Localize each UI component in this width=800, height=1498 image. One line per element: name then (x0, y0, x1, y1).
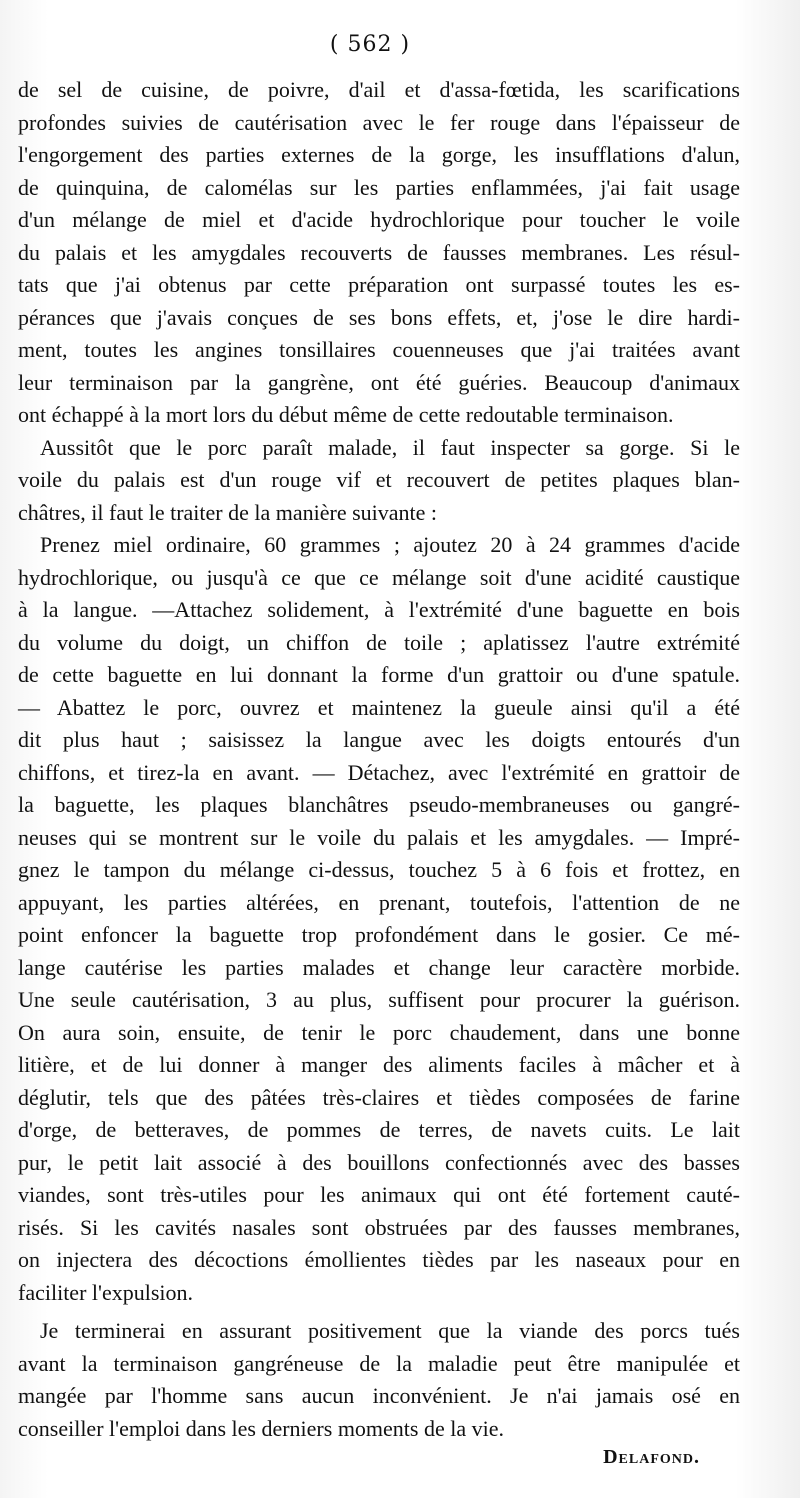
text-line: point enfoncer la baguette trop profondément dans le gosier. Ce mé- (18, 922, 740, 947)
text-line: de sel de cuisine, de poivre, d'ail et d'assa-fœtida, les scarifications (18, 77, 740, 102)
text-line: — Abattez le porc, ouvrez et maintenez la gueule ainsi qu'il a été (18, 694, 740, 720)
text-line: Aussitôt que le porc paraît malade, il faut inspecter sa gorge. Si le (40, 434, 740, 460)
text-line: pur, le petit lait associé à des bouillons confectionnés avec des basses (18, 1149, 740, 1175)
text-line: mangée par l'homme sans aucun inconvénient. Je n'ai jamais osé en (18, 1383, 740, 1408)
text-line: ment, toutes les angines tonsillaires couenneuses que j'ai traitées avant (18, 337, 740, 362)
text-line: conseiller l'emploi dans les derniers moments de la vie. (18, 1415, 504, 1441)
text-line: pérances que j'avais conçues de ses bons effets, et, j'ose le dire hardi- (18, 304, 740, 330)
text-line: du volume du doigt, un chiffon de toile ; aplatissez l'autre extrémité (18, 629, 740, 655)
text-line: dit plus haut ; saisissez la langue avec les doigts entourés d'un (18, 727, 740, 752)
text-line: hydrochlorique, ou jusqu'à ce que ce mélange soit d'une acidité caustique (18, 564, 740, 590)
text-line: de cette baguette en lui donnant la forme d'un grattoir ou d'une spatule. (18, 662, 740, 687)
page-number: ( 562 ) (329, 32, 411, 57)
paragraph (18, 1315, 740, 1445)
text-line: ont échappé à la mort lors du début même de cette redoutable terminaison. (18, 402, 674, 427)
text-line: chiffons, et tirez-la en avant. — Détachez, avec l'extrémité en grattoir de (18, 759, 740, 785)
body-text (18, 74, 740, 1445)
paragraph (18, 74, 740, 432)
text-line: déglutir, tels que des pâtées très-claires et tièdes composées de farine (18, 1084, 740, 1110)
text-line: Prenez miel ordinaire, 60 grammes ; ajoutez 20 à 24 grammes d'acide (40, 532, 740, 557)
text-line: tats que j'ai obtenus par cette préparation ont surpassé toutes les es- (18, 272, 740, 297)
text-line: avant la terminaison gangréneuse de la maladie peut être manipulée et (18, 1350, 740, 1376)
text-line: appuyant, les parties altérées, en prenant, toutefois, l'attention de ne (18, 889, 740, 915)
text-line: neuses qui se montrent sur le voile du palais et les amygdales. — Impré- (18, 824, 740, 850)
text-line: Je terminerai en assurant positivement que la viande des porcs tués (40, 1318, 740, 1343)
text-line: à la langue. —Attachez solidement, à l'extrémité d'une baguette en bois (18, 597, 740, 622)
text-line: de quinquina, de calomélas sur les parties enflammées, j'ai fait usage (18, 174, 740, 200)
text-line: l'engorgement des parties externes de la gorge, les insufflations d'alun, (18, 142, 740, 167)
text-line: châtres, il faut le traiter de la manière suivante : (18, 499, 438, 525)
text-line: Une seule cautérisation, 3 au plus, suffisent pour procurer la guérison. (18, 987, 740, 1012)
text-line: viandes, sont très-utiles pour les animaux qui ont été fortement cauté- (18, 1182, 740, 1207)
text-line: d'un mélange de miel et d'acide hydrochlorique pour toucher le voile (18, 207, 740, 232)
paragraph (18, 529, 740, 1309)
text-line: la baguette, les plaques blanchâtres pseudo-membraneuses ou gangré- (18, 792, 740, 817)
text-line: On aura soin, ensuite, de tenir le porc chaudement, dans une bonne (18, 1019, 740, 1045)
text-line: du palais et les amygdales recouverts de fausses membranes. Les résul- (18, 239, 740, 265)
text-line: risés. Si les cavités nasales sont obstruées par des fausses membranes, (18, 1214, 740, 1240)
text-line: lange cautérise les parties malades et change leur caractère morbide. (18, 954, 740, 980)
text-line: litière, et de lui donner à manger des aliments faciles à mâcher et à (18, 1052, 740, 1077)
text-line: on injectera des décoctions émollientes tièdes par les naseaux pour en (18, 1247, 740, 1272)
text-line: leur terminaison par la gangrène, ont été guéries. Beaucoup d'animaux (18, 369, 740, 395)
text-line: gnez le tampon du mélange ci-dessus, touchez 5 à 6 fois et frottez, en (18, 857, 740, 882)
text-line: faciliter l'expulsion. (18, 1279, 194, 1305)
text-line: voile du palais est d'un rouge vif et recouvert de petites plaques blan- (18, 467, 740, 492)
text-line: d'orge, de betteraves, de pommes de terres, de navets cuits. Le lait (18, 1117, 740, 1142)
paragraph (18, 432, 740, 530)
author-signature: Delafond. (603, 1446, 700, 1468)
text-line: profondes suivies de cautérisation avec le fer rouge dans l'épaisseur de (18, 109, 740, 135)
